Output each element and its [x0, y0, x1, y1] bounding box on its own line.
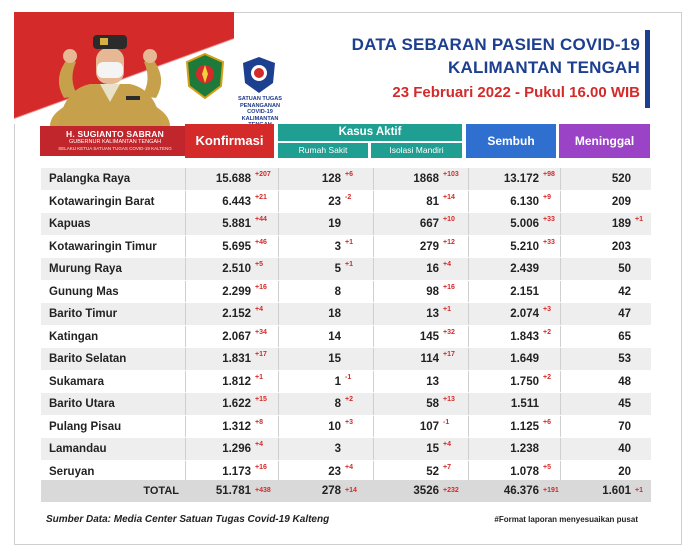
cell-isolasi-mandiri: 145 — [419, 330, 439, 343]
cell-isolasi-mandiri: 13 — [426, 308, 439, 320]
column-divider — [185, 168, 186, 190]
cell-meninggal-delta — [635, 258, 655, 280]
cell-rumah-sakit-delta: +1 — [345, 238, 353, 246]
cell-rumah-sakit-delta: +4 — [345, 463, 353, 471]
column-divider — [185, 438, 186, 460]
cell-sembuh: 5.210 — [510, 240, 539, 253]
cell-isolasi-mandiri: 114 — [420, 353, 439, 365]
cell-sembuh: 1.078 — [510, 465, 539, 478]
cell-meninggal-delta — [635, 416, 655, 438]
cell-rumah-sakit: 23 — [328, 195, 341, 208]
cell-rumah-sakit-delta: -2 — [345, 193, 352, 201]
region-name: Palangka Raya — [49, 173, 131, 185]
cell-konfirmasi-delta: +207 — [255, 171, 271, 178]
cell-konfirmasi: 2.510 — [222, 263, 251, 275]
satgas-line3: KALIMANTAN — [241, 115, 279, 122]
header-rumah-sakit: Rumah Sakit — [278, 143, 368, 158]
cell-konfirmasi-delta: +8 — [255, 418, 263, 426]
cell-isolasi-mandiri-delta: +32 — [443, 328, 455, 336]
cell-konfirmasi-delta: +46 — [255, 238, 267, 246]
cell-meninggal: 20 — [618, 465, 631, 478]
table-row — [41, 393, 651, 416]
total-row — [41, 480, 651, 502]
cell-meninggal: 40 — [618, 443, 631, 455]
cell-rumah-sakit: 15 — [328, 353, 341, 365]
cell-isolasi-mandiri: 279 — [419, 240, 439, 253]
cell-konfirmasi: 15.688 — [215, 173, 251, 185]
cell-konfirmasi-delta: +4 — [255, 306, 263, 313]
cell-meninggal: 70 — [618, 420, 631, 433]
cell-meninggal: 45 — [618, 398, 631, 410]
cell-rumah-sakit-delta — [345, 213, 375, 235]
cell-sembuh-delta: +9 — [543, 193, 551, 201]
cell-isolasi-mandiri: 1868 — [413, 173, 439, 185]
region-name: Murung Raya — [49, 263, 122, 275]
total-konfirmasi: 51.781 — [215, 485, 251, 497]
cell-konfirmasi: 1.173 — [222, 465, 251, 478]
cell-konfirmasi-delta: +44 — [255, 216, 267, 223]
table-row — [41, 168, 651, 191]
total-meninggal: 1.601 — [602, 485, 631, 497]
satgas-line2: PENANGANAN COVID-19 — [239, 102, 281, 115]
cell-sembuh-delta — [543, 393, 573, 415]
cell-konfirmasi-delta: +16 — [255, 283, 267, 291]
cell-meninggal: 520 — [611, 173, 631, 185]
page-subtitle: KALIMANTAN TENGAH — [448, 58, 640, 77]
cell-rumah-sakit-delta: +1 — [345, 261, 353, 268]
cell-rumah-sakit: 3 — [334, 240, 341, 253]
table-row — [41, 416, 651, 439]
cell-sembuh-delta: +2 — [543, 373, 551, 381]
cell-konfirmasi: 5.881 — [222, 218, 251, 230]
cell-sembuh: 5.006 — [510, 218, 539, 230]
cell-isolasi-mandiri-delta: +16 — [443, 283, 455, 291]
cell-sembuh: 6.130 — [510, 195, 539, 208]
governor-name: H. SUGIANTO SABRAN — [66, 129, 164, 139]
cell-sembuh-delta: +6 — [543, 418, 551, 426]
cell-sembuh-delta: +33 — [543, 216, 555, 223]
cell-rumah-sakit-delta — [345, 303, 375, 325]
cell-meninggal-delta — [635, 303, 655, 325]
column-divider — [185, 461, 186, 483]
cell-isolasi-mandiri-delta: -1 — [443, 418, 450, 426]
cell-isolasi-mandiri-delta: +13 — [443, 396, 455, 403]
cell-rumah-sakit: 128 — [321, 173, 341, 185]
cell-sembuh-delta — [543, 348, 573, 370]
column-divider — [185, 416, 186, 438]
cell-rumah-sakit: 8 — [334, 398, 341, 410]
cell-rumah-sakit: 19 — [328, 218, 341, 230]
cell-konfirmasi: 1.312 — [222, 420, 251, 433]
region-name: Seruyan — [49, 465, 95, 478]
cell-isolasi-mandiri-delta: +17 — [443, 351, 455, 358]
cell-konfirmasi: 2.299 — [222, 285, 251, 298]
cell-sembuh: 1.750 — [510, 375, 539, 388]
region-name: Kapuas — [49, 218, 91, 230]
header-isolasi-mandiri: Isolasi Mandiri — [371, 143, 462, 158]
governor-title: GUBERNUR KALIMANTAN TENGAH — [68, 139, 162, 145]
total-rumah-sakit: 278 — [321, 485, 341, 497]
covid-data-table — [41, 168, 651, 483]
cell-meninggal-delta: +1 — [635, 216, 643, 223]
cell-sembuh: 2.151 — [510, 285, 539, 298]
cell-isolasi-mandiri: 16 — [426, 263, 439, 275]
cell-rumah-sakit: 3 — [334, 443, 341, 455]
cell-sembuh-delta — [543, 281, 573, 303]
cell-isolasi-mandiri: 81 — [426, 195, 439, 208]
cell-rumah-sakit-delta — [345, 438, 375, 460]
cell-rumah-sakit: 10 — [328, 420, 341, 433]
cell-rumah-sakit-delta — [345, 348, 375, 370]
cell-isolasi-mandiri-delta: +7 — [443, 463, 451, 471]
cell-konfirmasi-delta: +21 — [255, 193, 267, 201]
cell-meninggal: 209 — [611, 195, 631, 208]
cell-rumah-sakit: 18 — [328, 308, 341, 320]
cell-sembuh: 1.511 — [510, 398, 539, 410]
cell-rumah-sakit: 8 — [334, 285, 341, 298]
cell-konfirmasi-delta: +4 — [255, 441, 263, 448]
region-name: Barito Selatan — [49, 353, 127, 365]
column-divider — [185, 326, 186, 348]
cell-isolasi-mandiri: 98 — [426, 285, 439, 298]
total-rumah-sakit-delta: +14 — [345, 487, 357, 494]
total-konfirmasi-delta: +438 — [255, 487, 271, 494]
page-title: DATA SEBARAN PASIEN COVID-19 — [351, 35, 640, 54]
cell-sembuh-delta: +3 — [543, 306, 551, 313]
cell-meninggal-delta — [635, 191, 655, 213]
cell-meninggal: 189 — [611, 218, 631, 230]
cell-isolasi-mandiri-delta: +103 — [443, 171, 459, 178]
cell-meninggal-delta — [635, 438, 655, 460]
table-row — [41, 348, 651, 371]
province-emblem-icon — [185, 52, 225, 100]
column-divider — [185, 258, 186, 280]
data-source-note: Sumber Data: Media Center Satuan Tugas Covid-19 Kalteng — [46, 514, 330, 525]
region-name: Kotawaringin Timur — [49, 240, 157, 253]
cell-meninggal: 203 — [611, 240, 631, 253]
header-kasus-aktif: Kasus Aktif — [278, 124, 462, 141]
cell-sembuh: 2.439 — [510, 263, 539, 275]
region-name: Lamandau — [49, 443, 107, 455]
cell-konfirmasi: 1.812 — [222, 375, 251, 388]
cell-meninggal: 42 — [618, 285, 631, 298]
cell-konfirmasi: 1.296 — [222, 443, 251, 455]
cell-meninggal-delta — [635, 236, 655, 258]
table-row — [41, 281, 651, 304]
cell-rumah-sakit-delta — [345, 326, 375, 348]
cell-konfirmasi-delta: +17 — [255, 351, 267, 358]
cell-meninggal-delta — [635, 393, 655, 415]
cell-meninggal: 47 — [618, 308, 631, 320]
cell-isolasi-mandiri: 667 — [419, 218, 439, 230]
cell-sembuh-delta: +33 — [543, 238, 555, 246]
cell-meninggal: 53 — [618, 353, 631, 365]
cell-konfirmasi: 2.152 — [222, 308, 251, 320]
cell-sembuh-delta: +5 — [543, 463, 551, 471]
column-divider — [185, 213, 186, 235]
header-meninggal: Meninggal — [559, 124, 650, 158]
cell-rumah-sakit-delta: +3 — [345, 418, 353, 426]
cell-rumah-sakit: 5 — [334, 263, 341, 275]
cell-sembuh: 13.172 — [503, 173, 539, 185]
cell-konfirmasi: 1.831 — [222, 353, 251, 365]
cell-meninggal-delta — [635, 371, 655, 393]
column-divider — [185, 371, 186, 393]
cell-meninggal: 48 — [618, 375, 631, 388]
cell-rumah-sakit-delta: +6 — [345, 171, 353, 178]
report-date: 23 Februari 2022 - Pukul 16.00 WIB — [392, 84, 640, 101]
total-isolasi-mandiri: 3526 — [413, 485, 439, 497]
table-row — [41, 213, 651, 236]
title-accent-bar — [645, 30, 650, 108]
cell-konfirmasi: 5.695 — [222, 240, 251, 253]
cell-isolasi-mandiri-delta: +4 — [443, 441, 451, 448]
cell-sembuh: 1.649 — [510, 353, 539, 365]
total-meninggal-delta: +1 — [635, 487, 643, 494]
cell-sembuh: 1.843 — [510, 330, 539, 343]
cell-meninggal: 65 — [618, 330, 631, 343]
cell-sembuh-delta: +98 — [543, 171, 555, 178]
cell-konfirmasi-delta: +1 — [255, 373, 263, 381]
cell-rumah-sakit: 1 — [334, 375, 341, 388]
table-row — [41, 303, 651, 326]
cell-isolasi-mandiri: 58 — [426, 398, 439, 410]
cell-isolasi-mandiri-delta — [443, 371, 473, 393]
region-name: Gunung Mas — [49, 285, 119, 298]
cell-sembuh-delta — [543, 258, 573, 280]
cell-meninggal: 50 — [618, 263, 631, 275]
region-name: Barito Timur — [49, 308, 118, 320]
table-row — [41, 371, 651, 394]
column-divider — [185, 191, 186, 213]
region-name: Katingan — [49, 330, 99, 343]
cell-sembuh: 1.238 — [510, 443, 539, 455]
satgas-covid-logo-icon — [240, 55, 278, 95]
cell-konfirmasi-delta: +15 — [255, 396, 267, 403]
cell-konfirmasi-delta: +34 — [255, 328, 267, 336]
cell-konfirmasi: 2.067 — [222, 330, 251, 343]
cell-isolasi-mandiri: 15 — [426, 443, 439, 455]
cell-isolasi-mandiri-delta: +1 — [443, 306, 451, 313]
cell-isolasi-mandiri: 13 — [426, 375, 439, 388]
cell-konfirmasi: 1.622 — [222, 398, 251, 410]
cell-konfirmasi-delta: +5 — [255, 261, 263, 268]
cell-rumah-sakit: 14 — [328, 330, 341, 343]
format-note: #Format laporan menyesuaikan pusat — [494, 515, 638, 524]
governor-subtitle: SELAKU KETUA SATUAN TUGAS COVID-19 KALTENG — [58, 146, 172, 151]
cell-meninggal-delta — [635, 326, 655, 348]
column-divider — [185, 236, 186, 258]
column-divider — [185, 303, 186, 325]
table-row — [41, 236, 651, 259]
satgas-line1: SATUAN TUGAS — [237, 96, 283, 102]
cell-meninggal-delta — [635, 281, 655, 303]
header-konfirmasi: Konfirmasi — [185, 124, 274, 158]
region-name: Kotawaringin Barat — [49, 195, 155, 208]
table-row — [41, 326, 651, 349]
governor-nameplate — [40, 126, 190, 156]
total-isolasi-mandiri-delta: +232 — [443, 487, 459, 494]
column-divider — [185, 281, 186, 303]
cell-rumah-sakit-delta: -1 — [345, 373, 352, 381]
region-name: Pulang Pisau — [49, 420, 122, 433]
cell-rumah-sakit-delta: +2 — [345, 396, 353, 403]
cell-sembuh: 1.125 — [510, 420, 539, 433]
cell-sembuh-delta — [543, 438, 573, 460]
region-name: Sukamara — [49, 375, 104, 388]
total-sembuh: 46.376 — [503, 485, 539, 497]
column-divider — [185, 348, 186, 370]
table-row — [41, 258, 651, 281]
cell-isolasi-mandiri-delta: +12 — [443, 238, 455, 246]
cell-isolasi-mandiri-delta: +10 — [443, 216, 455, 223]
cell-konfirmasi: 6.443 — [222, 195, 251, 208]
cell-rumah-sakit-delta — [345, 281, 375, 303]
cell-isolasi-mandiri-delta: +4 — [443, 261, 451, 268]
cell-isolasi-mandiri-delta: +14 — [443, 193, 455, 201]
table-row — [41, 191, 651, 214]
region-name: Barito Utara — [49, 398, 115, 410]
total-sembuh-delta: +191 — [543, 487, 559, 494]
table-row — [41, 438, 651, 461]
cell-sembuh-delta: +2 — [543, 328, 551, 336]
cell-meninggal-delta — [635, 348, 655, 370]
cell-rumah-sakit: 23 — [328, 465, 341, 478]
governor-photo — [44, 18, 176, 130]
cell-isolasi-mandiri: 107 — [419, 420, 439, 433]
cell-isolasi-mandiri: 52 — [426, 465, 439, 478]
cell-meninggal-delta — [635, 168, 655, 190]
column-divider — [185, 393, 186, 415]
header-sembuh: Sembuh — [466, 124, 556, 158]
total-label: TOTAL — [143, 485, 179, 497]
cell-sembuh: 2.074 — [510, 308, 539, 320]
cell-konfirmasi-delta: +16 — [255, 463, 267, 471]
